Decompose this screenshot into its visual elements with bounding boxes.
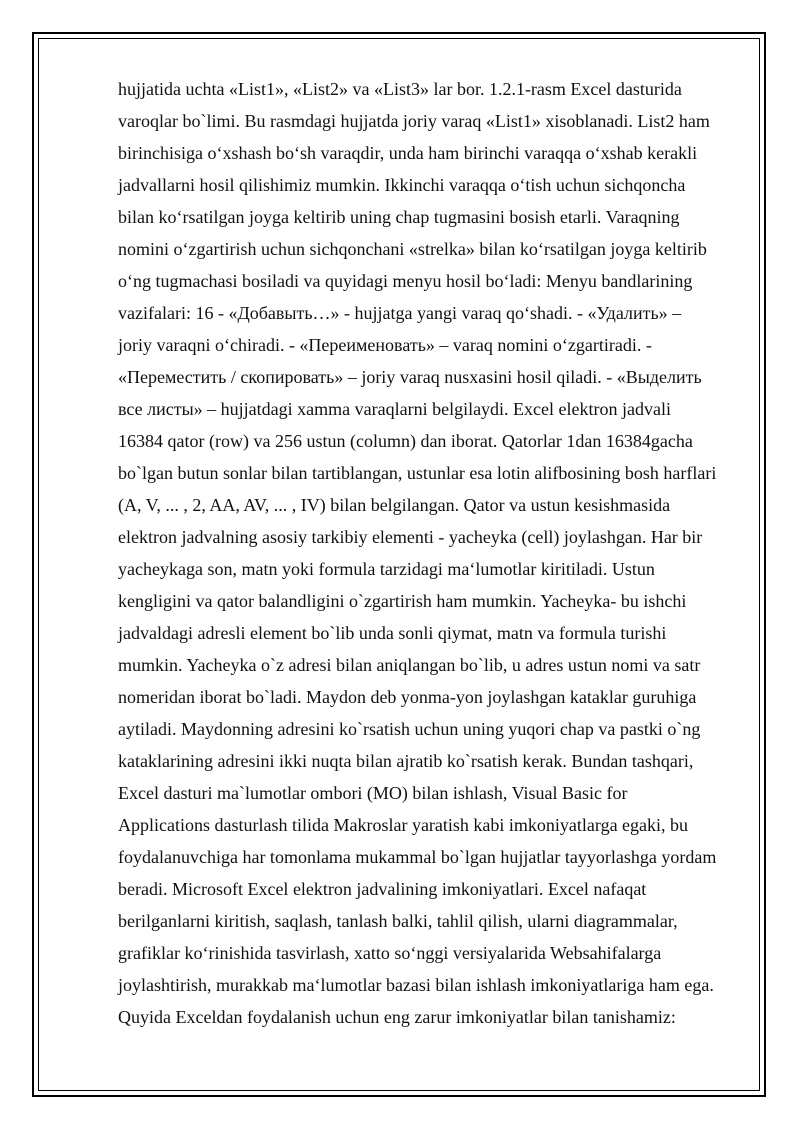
text-line: grafiklar ko‘rinishida tasvirlash, xatto so‘nggi versiyalarida Websahifalarga (118, 943, 662, 963)
text-line: foydalanuvchiga har tomonlama mukammal bo`lgan hujjatlar tayyorlashga yordam (118, 847, 717, 867)
text-line: aytiladi. Maydonning adresini ko`rsatish uchun uning yuqori chap va pastki o`ng (118, 719, 701, 739)
text-line: Excel dasturi ma`lumotlar ombori (MO) bilan ishlash, Visual Basic for (118, 783, 628, 803)
document-body (118, 73, 738, 1033)
text-line: nomini o‘zgartirish uchun sichqonchani «strelka» bilan ko‘rsatilgan joyga keltirib (118, 239, 707, 259)
text-line: kengligini va qator balandligini o`zgartirish ham mumkin. Yacheyka- bu ishchi (118, 591, 687, 611)
text-line: beradi. Microsoft Excel elektron jadvalining imkoniyatlari. Excel nafaqat (118, 879, 647, 899)
text-line: kataklarining adresini ikki nuqta bilan ajratib ko`rsatish kerak. Bundan tashqari, (118, 751, 694, 771)
text-line: jadvallarni hosil qilishimiz mumkin. Ikkinchi varaqqa o‘tish uchun sichqoncha (118, 175, 686, 195)
text-line: bilan ko‘rsatilgan joyga keltirib uning chap tugmasini bosish etarli. Varaqning (118, 207, 680, 227)
text-line: mumkin. Yacheyka o`z adresi bilan aniqlangan bo`lib, u adres ustun nomi va satr (118, 655, 701, 675)
text-line: berilganlarni kiritish, saqlash, tanlash balki, tahlil qilish, ularni diagrammalar, (118, 911, 678, 931)
text-line: varoqlar bo`limi. Bu rasmdagi hujjatda joriy varaq «List1» xisoblanadi. List2 ham (118, 111, 710, 131)
text-line: birinchisiga o‘xshash bo‘sh varaqdir, unda ham birinchi varaqqa o‘xshab kerakli (118, 143, 698, 163)
text-line: joylashtirish, murakkab ma‘lumotlar bazasi bilan ishlash imkoniyatlariga ham ega. (118, 975, 714, 995)
text-line: jadvaldagi adresli element bo`lib unda sonli qiymat, matn va formula turishi (118, 623, 667, 643)
text-line: hujjatida uchta «List1», «List2» va «List3» lar bor. 1.2.1-rasm Excel dasturida (118, 79, 682, 99)
text-line: vazifalari: 16 - «Добавыть…» - hujjatga yangi varaq qo‘shadi. - «Удалить» – (118, 303, 682, 323)
text-line: bo`lgan butun sonlar bilan tartiblangan, ustunlar esa lotin alifbosining bosh harflari (118, 463, 717, 483)
text-line: (A, V, ... , 2, AA, AV, ... , IV) bilan belgilangan. Qator va ustun kesishmasida (118, 495, 671, 515)
text-line: yacheykaga son, matn yoki formula tarzidagi ma‘lumotlar kiritiladi. Ustun (118, 559, 655, 579)
text-line: nomeridan iborat bo`ladi. Maydon deb yonma-yon joylashgan kataklar guruhiga (118, 687, 697, 707)
text-line: o‘ng tugmachasi bosiladi va quyidagi menyu hosil bo‘ladi: Menyu bandlarining (118, 271, 693, 291)
text-line: elektron jadvalning asosiy tarkibiy elementi - yacheyka (cell) joylashgan. Har bir (118, 527, 703, 547)
text-line: все листы» – hujjatdagi xamma varaqlarni belgilaydi. Excel elektron jadvali (118, 399, 671, 419)
text-line: joriy varaqni o‘chiradi. - «Переименовать» – varaq nomini o‘zgartiradi. - (118, 335, 652, 355)
text-line: «Переместить / скопировать» – joriy varaq nusxasini hosil qiladi. - «Выделить (118, 367, 702, 387)
text-line: 16384 qator (row) va 256 ustun (column) dan iborat. Qatorlar 1dan 16384gacha (118, 431, 693, 451)
text-line: Applications dasturlash tilida Makroslar yaratish kabi imkoniyatlarga egaki, bu (118, 815, 689, 835)
text-line: Quyida Exceldan foydalanish uchun eng zarur imkoniyatlar bilan tanishamiz: (118, 1007, 676, 1027)
